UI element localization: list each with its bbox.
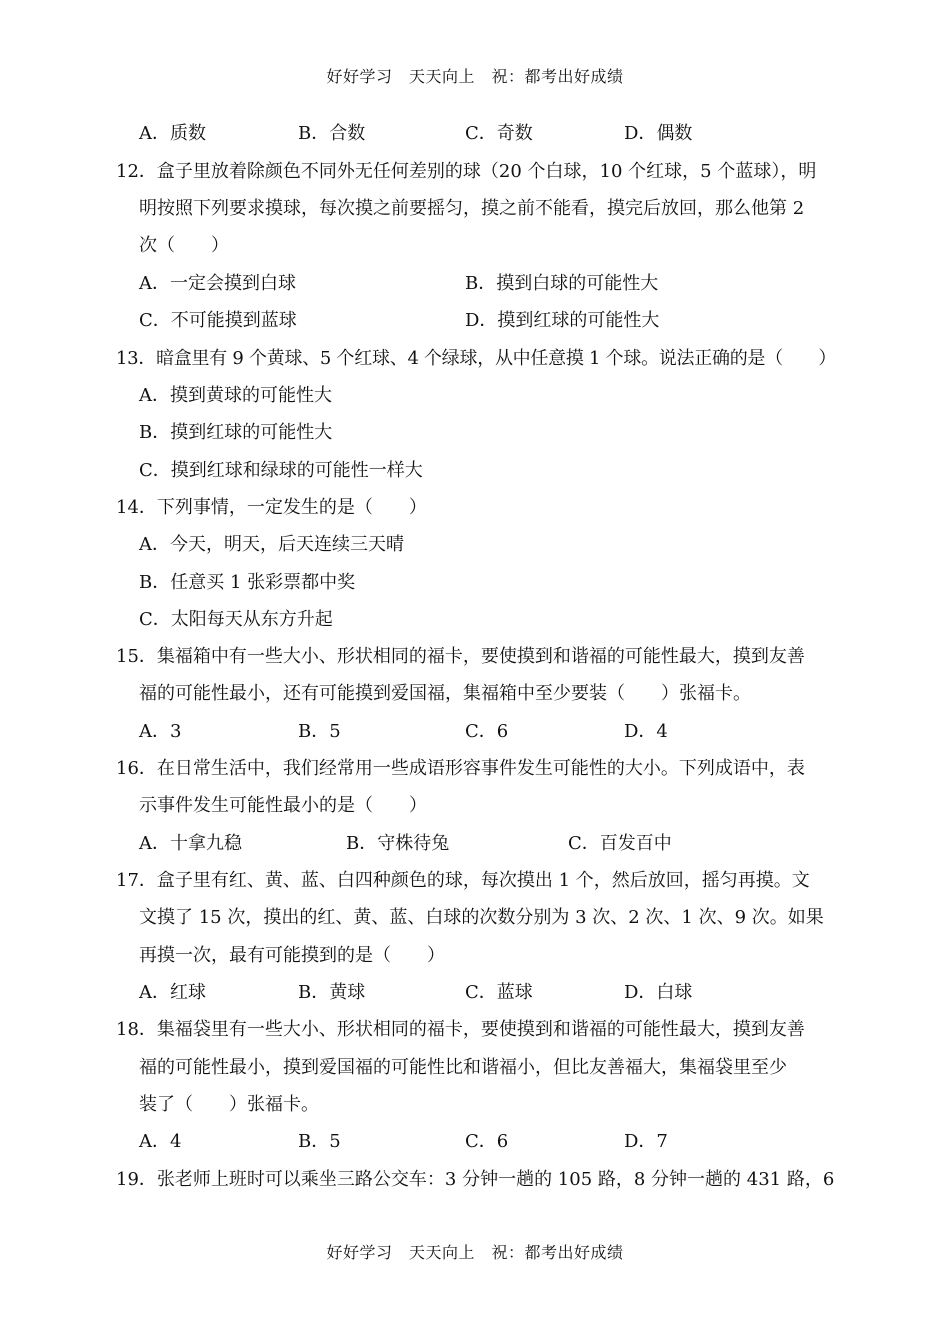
q15-text-line1: 15．集福箱中有一些大小、形状相同的福卡，要使摸到和谐福的可能性最大，摸到友善 xyxy=(116,646,805,667)
q18-text-line3: 装了（ ）张福卡。 xyxy=(139,1094,319,1115)
q18-option-d: D．7 xyxy=(624,1131,668,1152)
q15-option-d: D．4 xyxy=(624,721,668,742)
q12-option-d: D．摸到红球的可能性大 xyxy=(465,310,660,331)
q18-text-line2: 福的可能性最小，摸到爱国福的可能性比和谐福小，但比友善福大，集福袋里至少 xyxy=(139,1057,787,1078)
page-footer: 好好学习 天天向上 祝：都考出好成绩 xyxy=(326,1243,624,1262)
q16-option-b: B．守株待兔 xyxy=(346,833,450,854)
q14-option-a: A．今天，明天，后天连续三天晴 xyxy=(139,534,404,555)
q18-option-c: C．6 xyxy=(465,1131,509,1152)
q16-text-line2: 示事件发生可能性最小的是（ ） xyxy=(139,795,427,816)
q11-option-c: C．奇数 xyxy=(465,123,533,144)
q12-option-c: C．不可能摸到蓝球 xyxy=(139,310,297,331)
q14-text-line1: 14．下列事情，一定发生的是（ ） xyxy=(116,497,427,518)
q18-option-a: A．4 xyxy=(139,1131,182,1152)
q16-option-a: A．十拿九稳 xyxy=(139,833,242,854)
q13-text-line1: 13．暗盒里有 9 个黄球、5 个红球、4 个绿球，从中任意摸 1 个球。说法正确的是（ ） xyxy=(116,348,837,369)
q15-option-c: C．6 xyxy=(465,721,509,742)
q13-option-b: B．摸到红球的可能性大 xyxy=(139,422,333,443)
q16-option-c: C．百发百中 xyxy=(568,833,672,854)
q15-option-b: B．5 xyxy=(298,721,341,742)
q12-option-a: A．一定会摸到白球 xyxy=(139,273,296,294)
q17-text-line1: 17．盒子里有红、黄、蓝、白四种颜色的球，每次摸出 1 个，然后放回，摇匀再摸。文 xyxy=(116,870,810,891)
q17-text-line3: 再摸一次，最有可能摸到的是（ ） xyxy=(139,945,445,966)
q11-option-a: A．质数 xyxy=(139,123,206,144)
q12-text-line1: 12．盒子里放着除颜色不同外无任何差别的球（20 个白球，10 个红球，5 个蓝球），明 xyxy=(116,161,817,182)
q15-text-line2: 福的可能性最小，还有可能摸到爱国福，集福箱中至少要装（ ）张福卡。 xyxy=(139,683,751,704)
q18-option-b: B．5 xyxy=(298,1131,341,1152)
q19-text-line1: 19．张老师上班时可以乘坐三路公交车：3 分钟一趟的 105 路，8 分钟一趟的 431 路，6 xyxy=(116,1169,835,1190)
q14-option-b: B．任意买 1 张彩票都中奖 xyxy=(139,572,356,593)
q13-option-a: A．摸到黄球的可能性大 xyxy=(139,385,332,406)
q15-option-a: A．3 xyxy=(139,721,182,742)
q11-option-b: B．合数 xyxy=(298,123,366,144)
q18-text-line1: 18．集福袋里有一些大小、形状相同的福卡，要使摸到和谐福的可能性最大，摸到友善 xyxy=(116,1019,805,1040)
q12-text-line3: 次（ ） xyxy=(139,235,229,256)
page-header: 好好学习 天天向上 祝：都考出好成绩 xyxy=(326,67,624,86)
q16-text-line1: 16．在日常生活中，我们经常用一些成语形容事件发生可能性的大小。下列成语中，表 xyxy=(116,758,805,779)
q12-option-b: B．摸到白球的可能性大 xyxy=(465,273,659,294)
q17-option-d: D．白球 xyxy=(624,982,693,1003)
q17-option-c: C．蓝球 xyxy=(465,982,533,1003)
q14-option-c: C．太阳每天从东方升起 xyxy=(139,609,333,630)
q12-text-line2: 明按照下列要求摸球，每次摸之前要摇匀，摸之前不能看，摸完后放回，那么他第 2 xyxy=(139,198,805,219)
q17-text-line2: 文摸了 15 次，摸出的红、黄、蓝、白球的次数分别为 3 次、2 次、1 次、9 次。如果 xyxy=(139,907,824,928)
q11-option-d: D．偶数 xyxy=(624,123,693,144)
q17-option-b: B．黄球 xyxy=(298,982,366,1003)
q17-option-a: A．红球 xyxy=(139,982,206,1003)
q13-option-c: C．摸到红球和绿球的可能性一样大 xyxy=(139,460,423,481)
